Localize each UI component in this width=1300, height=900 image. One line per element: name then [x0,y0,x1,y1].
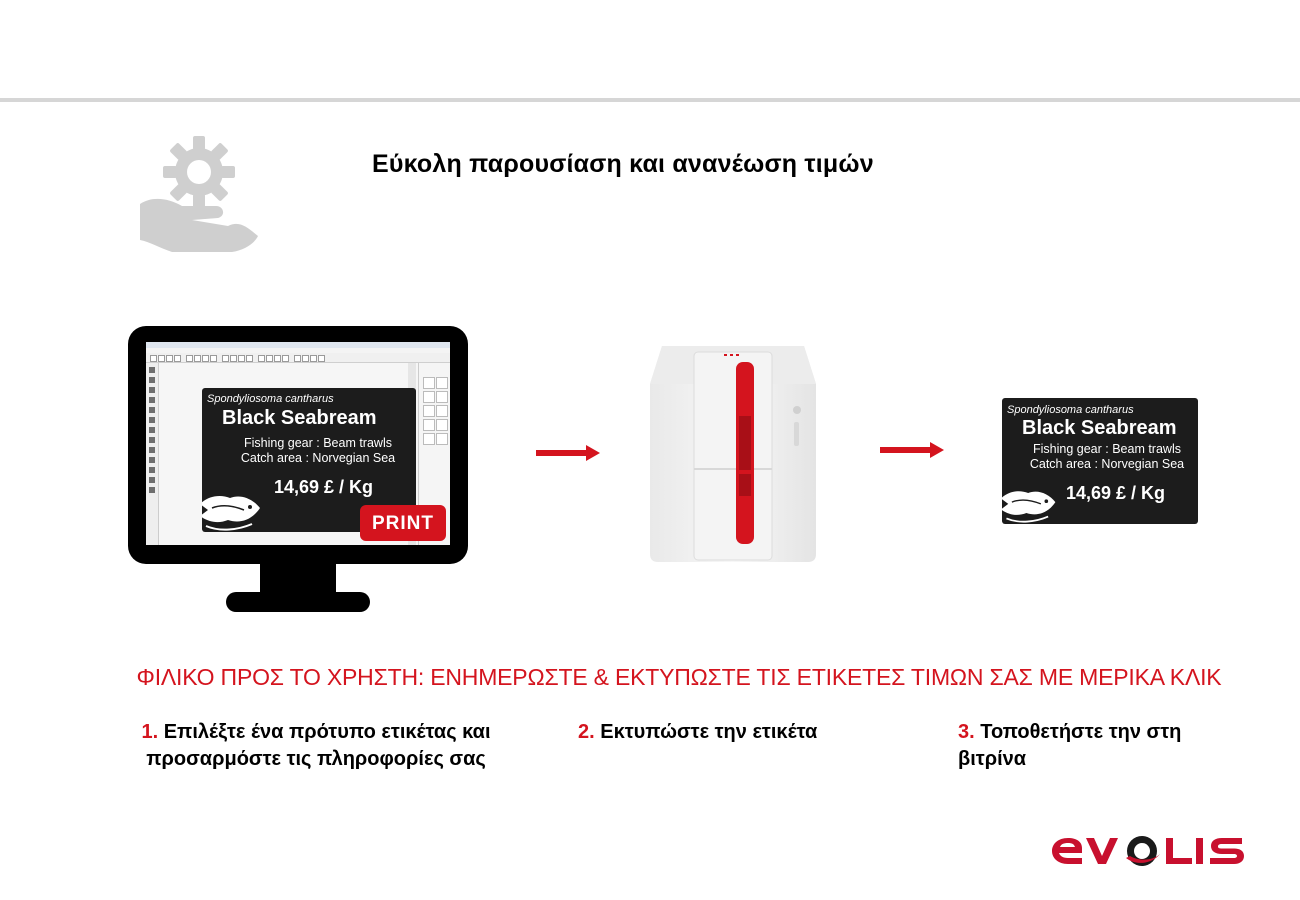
label-name: Black Seabream [222,407,377,429]
top-divider [0,98,1300,102]
step-number: 1. [141,721,159,743]
gear-hand-icon [112,132,282,272]
label-gear: Fishing gear : Beam trawls [244,436,392,450]
label-name: Black Seabream [1022,417,1177,439]
label-price: 14,69 £ / Kg [274,477,374,497]
print-button[interactable]: PRINT [360,505,446,541]
monitor-icon [128,326,468,612]
software-toolbar [146,353,450,363]
step-2 [578,719,908,746]
step-text: Εκτυπώστε την ετικέτα [600,721,818,743]
evolis-logo [1052,832,1244,870]
label-gear: Fishing gear : Beam trawls [1033,442,1181,456]
label-price: 14,69 £ / Kg [1066,483,1166,503]
step-text: Επιλέξτε ένα πρότυπο ετικέτας και [163,721,491,743]
fish-icon [202,486,264,532]
software-left-toolbar [146,363,159,545]
step-3 [958,719,1258,773]
label-info [220,436,416,466]
monitor-stand-neck [260,564,336,592]
monitor-stand-base [226,592,370,612]
step-text: Τοποθετήστε την στη [980,721,1182,743]
step-text: βιτρίνα [958,748,1027,770]
label-area: Catch area : Norvegian Sea [240,451,396,465]
label-info [1016,442,1198,472]
arrow-right-icon [880,442,944,458]
arrow-right-icon [536,445,600,461]
fish-icon [1002,482,1059,524]
step-text: προσαρμόστε τις πληροφορίες σας [146,748,486,770]
label-species: Spondyliosoma cantharus [1007,404,1134,416]
step-1 [116,719,516,773]
label-area: Catch area : Norvegian Sea [1029,457,1185,471]
page-title: Εύκολη παρουσίαση και ανανέωση τιμών [372,150,874,178]
tagline: ΦΙΛΙΚΟ ΠΡΟΣ ΤΟ ΧΡΗΣΤΗ: ΕΝΗΜΕΡΩΣΤΕ & ΕΚΤΥΠΩΣΤΕ ΤΙΣ ΕΤΙΚΕΤΕΣ ΤΙΜΩΝ ΣΑΣ ΜΕ ΜΕΡΙΚΑ ΚΛΙΚ [136,664,1222,690]
card-printer-icon [650,344,816,564]
label-species: Spondyliosoma cantharus [207,393,334,405]
printed-price-label [1002,398,1198,524]
step-number: 2. [578,721,595,743]
step-number: 3. [958,721,975,743]
